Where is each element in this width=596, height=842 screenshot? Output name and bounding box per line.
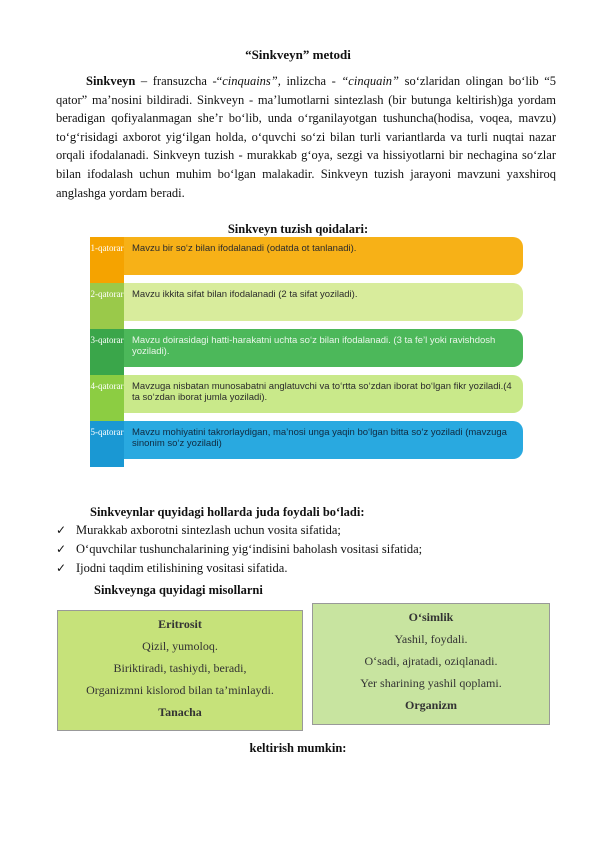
- closing-text: keltirish mumkin:: [249, 741, 347, 755]
- use-text: Ijodni taqdim etilishining vositasi sifatida.: [76, 561, 288, 575]
- example-line: Yer sharining yashil qoplami.: [360, 676, 502, 690]
- intro-dash: – fransuzcha -“: [135, 74, 223, 88]
- rule-text-5: Mavzu mohiyatini takrorlaydigan, ma’nosi unga yaqin bo‘lgan bitta so‘z yoziladi (mavzuga sinonim so‘z yoziladi): [124, 421, 523, 459]
- rule-text-3: Mavzu doirasidagi hatti-harakatni uchta so‘z bilan ifodalanadi. (3 ta fe’l yoki ravishdosh yoziladi).: [124, 329, 523, 367]
- example-line: Organizmni kislorod bilan ta’minlaydi.: [86, 683, 274, 697]
- rule-number-1: 1-qatorar: [90, 237, 124, 283]
- example-line: Biriktiradi, tashiydi, beradi,: [113, 661, 247, 675]
- rule-row-3: [90, 329, 523, 367]
- rule-text-4: Mavzuga nisbatan munosabatni anglatuvchi va to‘rtta so‘zdan iborat bo‘lgan fikr yoziladi.(4 ta so‘zdan iborat jumla yoziladi).: [124, 375, 523, 413]
- example-box-osimlik: [312, 603, 550, 725]
- example-line: Qizil, yumoloq.: [142, 639, 218, 653]
- intro-rest: so‘zlaridan olingan bo‘lib “5 qator” ma’nosini bildiradi. Sinkveyn - ma’lumotlarni sintezlash (bir butunga keltirish)ga yordam beradigan qofiyalanmagan she’r bo‘lib, unda o‘rganilayotgan tushuncha(hodisa, voqea, mavzu) to‘g‘risidagi axborot yig‘ilgan holda, o‘quvchi so‘zi bilan turli variantlarda va turli nuqtai nazar orqali ifodalanadi. Sinkveyn tuzish - murakkab g‘oya, sezgi va hissiyotlarni bir nechagina so‘zlar bilan ifodalash uchun muhim bo‘lgan malakadir. Sinkveyn tuzish jarayoni mavzuni yaxshiroq anglashga yordam beradi.: [56, 74, 556, 200]
- list-item: [56, 540, 422, 559]
- example-title: Eritrosit: [158, 617, 202, 631]
- example-line: Yashil, foydali.: [394, 632, 468, 646]
- use-text: O‘quvchilar tushunchalarining yig‘indisini baholash vositasi sifatida;: [76, 542, 423, 556]
- example-summary: Tanacha: [158, 705, 202, 719]
- useful-title: Sinkveynlar quyidagi hollarda juda foydali bo‘ladi:: [90, 505, 365, 519]
- example-box-eritrosit: [57, 610, 303, 731]
- rules-list: [90, 237, 523, 467]
- example-title: O‘simlik: [408, 610, 454, 624]
- intro-cinquain: “cinquain”: [341, 74, 399, 88]
- example-summary: Organizm: [405, 698, 457, 712]
- rule-number-4: 4-qatorar: [90, 375, 124, 421]
- example-line: O‘sadi, ajratadi, oziqlanadi.: [364, 654, 498, 668]
- list-item: [56, 521, 422, 540]
- rule-number-3: 3-qatorar: [90, 329, 124, 375]
- uses-list: [56, 521, 422, 578]
- rules-title: Sinkveyn tuzish qoidalari:: [227, 222, 369, 236]
- use-text: Murakkab axborotni sintezlash uchun vosita sifatida;: [76, 523, 341, 537]
- rule-row-1: [90, 237, 523, 275]
- rule-row-4: [90, 375, 523, 413]
- intro-term: Sinkveyn: [86, 74, 136, 88]
- document-title: “Sinkveyn” metodi: [245, 47, 351, 62]
- rule-row-2: [90, 283, 523, 321]
- rule-number-5: 5-qatorar: [90, 421, 124, 467]
- check-icon: ✓: [56, 561, 67, 575]
- intro-mid: inlizcha -: [280, 74, 342, 88]
- check-icon: ✓: [56, 523, 67, 537]
- rule-text-2: Mavzu ikkita sifat bilan ifodalanadi (2 ta sifat yoziladi).: [124, 283, 523, 321]
- intro-paragraph: [56, 72, 556, 202]
- rule-number-2: 2-qatorar: [90, 283, 124, 329]
- examples-title: Sinkveynga quyidagi misollarni: [94, 583, 263, 597]
- intro-cinquains: cinquains”,: [222, 74, 281, 88]
- rule-row-5: [90, 421, 523, 459]
- check-icon: ✓: [56, 542, 67, 556]
- rule-text-1: Mavzu bir so‘z bilan ifodalanadi (odatda ot tanlanadi).: [124, 237, 523, 275]
- list-item: [56, 559, 422, 578]
